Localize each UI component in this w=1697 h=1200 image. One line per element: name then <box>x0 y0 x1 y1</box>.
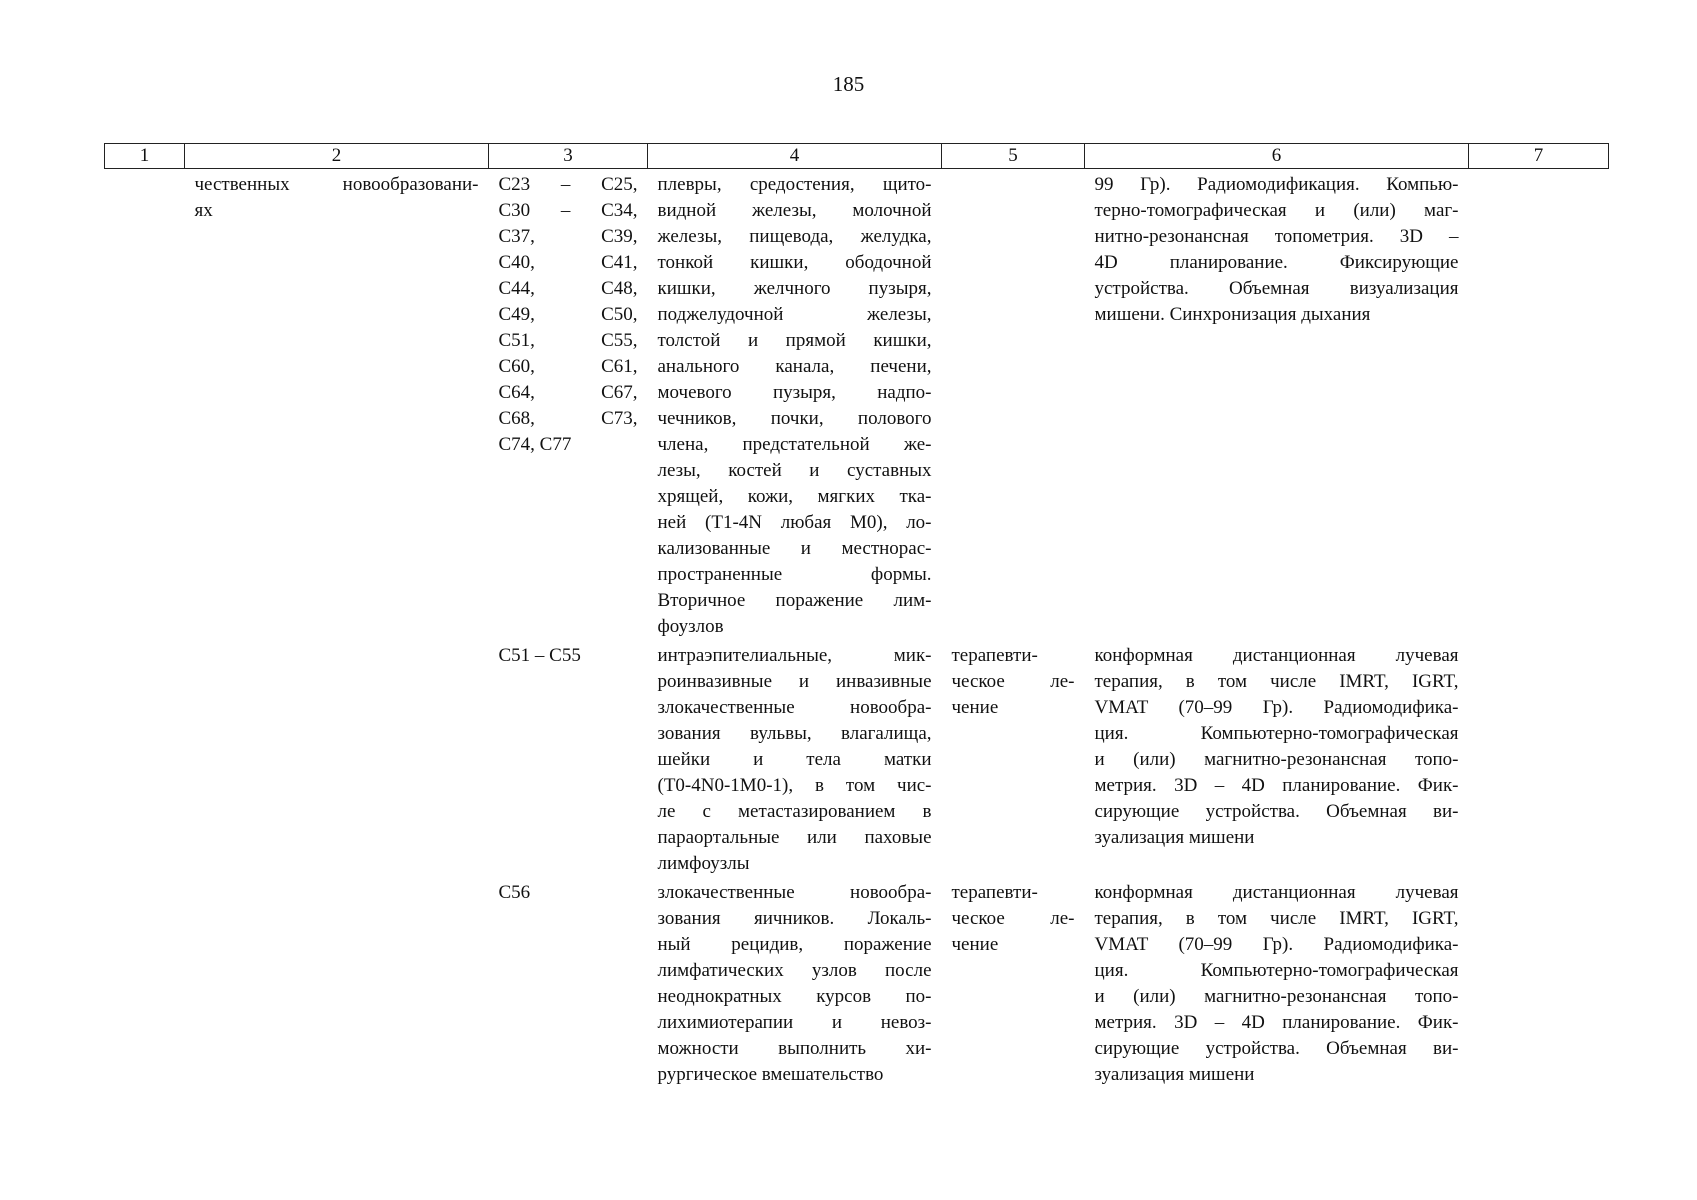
table-cell-col7 <box>1469 877 1609 1088</box>
table-cell-col6 <box>1085 877 1469 1088</box>
cell-line: C44, C48, <box>498 278 638 299</box>
cell-line: C60, C61, <box>498 356 638 377</box>
page-number: 185 <box>832 72 865 96</box>
cell-line: терапевти- <box>951 645 1038 666</box>
cell-line: терапия, в том числе IMRT, IGRT, <box>1094 671 1459 692</box>
header-col-4: 4 <box>648 144 942 169</box>
cell-line: 4D планирование. Фиксирующие <box>1094 252 1459 273</box>
cell-line: хрящей, кожи, мягких тка- <box>657 486 932 507</box>
table-header-row <box>105 144 1609 169</box>
cell-line: сирующие устройства. Объемная ви- <box>1094 801 1459 822</box>
cell-line: метрия. 3D – 4D планирование. Фик- <box>1094 775 1459 796</box>
table-cell-col5 <box>942 640 1085 877</box>
cell-line: терапия, в том числе IMRT, IGRT, <box>1094 908 1459 929</box>
cell-line: зуализация мишени <box>1094 1064 1255 1085</box>
table-cell-col3 <box>489 877 648 1088</box>
treatment-table <box>104 143 1609 1088</box>
cell-line: интраэпителиальные, мик- <box>657 645 932 666</box>
cell-line: сирующие устройства. Объемная ви- <box>1094 1038 1459 1059</box>
cell-line: чение <box>951 697 999 718</box>
cell-line: нитно-резонансная топометрия. 3D – <box>1094 226 1459 247</box>
cell-line: кишки, желчного пузыря, <box>657 278 932 299</box>
cell-line: C37, C39, <box>498 226 638 247</box>
table-cell-col4 <box>648 640 942 877</box>
cell-line: неоднократных курсов по- <box>657 986 932 1007</box>
cell-line: фоузлов <box>657 616 724 637</box>
header-col-1: 1 <box>105 144 185 169</box>
cell-line: шейки и тела матки <box>657 749 932 770</box>
cell-line: C30 – C34, <box>498 200 638 221</box>
cell-line: зования яичников. Локаль- <box>657 908 932 929</box>
table-cell-col5 <box>942 169 1085 641</box>
cell-line: чение <box>951 934 999 955</box>
cell-line: C64, C67, <box>498 382 638 403</box>
table-cell-col6 <box>1085 169 1469 641</box>
cell-line: железы, пищевода, желудка, <box>657 226 932 247</box>
cell-line: плевры, средостения, щито- <box>657 174 932 195</box>
cell-line: C51 – C55 <box>498 645 581 666</box>
cell-line: тонкой кишки, ободочной <box>657 252 932 273</box>
cell-line: Вторичное поражение лим- <box>657 590 932 611</box>
cell-line: C49, C50, <box>498 304 638 325</box>
cell-line: C68, C73, <box>498 408 638 429</box>
cell-line: толстой и прямой кишки, <box>657 330 932 351</box>
table-cell-col4 <box>648 169 942 641</box>
cell-line: пространенные формы. <box>657 564 932 585</box>
table-cell-col5 <box>942 877 1085 1088</box>
cell-line: C23 – C25, <box>498 174 638 195</box>
table-cell-col4 <box>648 877 942 1088</box>
header-col-2: 2 <box>185 144 489 169</box>
table-cell-col3 <box>489 169 648 641</box>
cell-line: ческое ле- <box>951 671 1075 692</box>
cell-line: кализованные и местнорас- <box>657 538 932 559</box>
cell-line: C51, C55, <box>498 330 638 351</box>
cell-line: C56 <box>498 882 531 903</box>
header-col-6: 6 <box>1085 144 1469 169</box>
table-cell-col1 <box>105 877 185 1088</box>
table-cell-col2 <box>185 169 489 641</box>
table-cell-col1 <box>105 169 185 641</box>
cell-line: зуализация мишени <box>1094 827 1255 848</box>
cell-line: ле с метастазированием в <box>657 801 932 822</box>
table-cell-col2 <box>185 640 489 877</box>
cell-line: зования вульвы, влагалища, <box>657 723 932 744</box>
cell-line: и (или) магнитно-резонансная топо- <box>1094 986 1459 1007</box>
cell-line: параортальные или паховые <box>657 827 932 848</box>
cell-line: лимфоузлы <box>657 853 750 874</box>
header-col-3: 3 <box>489 144 648 169</box>
table-cell-col2 <box>185 877 489 1088</box>
header-col-5: 5 <box>942 144 1085 169</box>
cell-line: устройства. Объемная визуализация <box>1094 278 1459 299</box>
table-row <box>105 640 1609 877</box>
cell-line: можности выполнить хи- <box>657 1038 932 1059</box>
cell-line: (T0-4N0-1M0-1), в том чис- <box>657 775 932 796</box>
table-row <box>105 169 1609 641</box>
cell-line: VMAT (70–99 Гр). Радиомодифика- <box>1094 697 1459 718</box>
cell-line: ней (T1-4N любая M0), ло- <box>657 512 932 533</box>
cell-line: терно-томографическая и (или) маг- <box>1094 200 1459 221</box>
cell-line: и (или) магнитно-резонансная топо- <box>1094 749 1459 770</box>
cell-line: 99 Гр). Радиомодификация. Компью- <box>1094 174 1459 195</box>
table-row <box>105 877 1609 1088</box>
table-cell-col6 <box>1085 640 1469 877</box>
cell-line: лимфатических узлов после <box>657 960 932 981</box>
cell-line: поджелудочной железы, <box>657 304 932 325</box>
cell-line: злокачественные новообра- <box>657 697 932 718</box>
cell-line: C74, C77 <box>498 434 572 455</box>
cell-line: видной железы, молочной <box>657 200 932 221</box>
header-col-7: 7 <box>1469 144 1609 169</box>
cell-line: конформная дистанционная лучевая <box>1094 645 1459 666</box>
cell-line: лезы, костей и суставных <box>657 460 932 481</box>
cell-line: члена, предстательной же- <box>657 434 932 455</box>
cell-line: мишени. Синхронизация дыхания <box>1094 304 1371 325</box>
cell-line: лихимиотерапии и невоз- <box>657 1012 932 1033</box>
cell-line: анального канала, печени, <box>657 356 932 377</box>
cell-line: ный рецидив, поражение <box>657 934 932 955</box>
table-cell-col7 <box>1469 640 1609 877</box>
cell-line: роинвазивные и инвазивные <box>657 671 932 692</box>
cell-line: ческое ле- <box>951 908 1075 929</box>
cell-line: ция. Компьютерно-томографическая <box>1094 723 1459 744</box>
cell-line: чечников, почки, полового <box>657 408 932 429</box>
table-cell-col1 <box>105 640 185 877</box>
cell-line: ция. Компьютерно-томографическая <box>1094 960 1459 981</box>
table-cell-col7 <box>1469 169 1609 641</box>
cell-line: рургическое вмешательство <box>657 1064 884 1085</box>
cell-line: терапевти- <box>951 882 1038 903</box>
cell-line: метрия. 3D – 4D планирование. Фик- <box>1094 1012 1459 1033</box>
table-cell-col3 <box>489 640 648 877</box>
cell-line: C40, C41, <box>498 252 638 273</box>
cell-line: злокачественные новообра- <box>657 882 932 903</box>
cell-line: мочевого пузыря, надпо- <box>657 382 932 403</box>
cell-line: конформная дистанционная лучевая <box>1094 882 1459 903</box>
cell-line: ях <box>194 200 213 221</box>
cell-line: VMAT (70–99 Гр). Радиомодифика- <box>1094 934 1459 955</box>
cell-line: чественных новообразовани- <box>194 174 479 195</box>
